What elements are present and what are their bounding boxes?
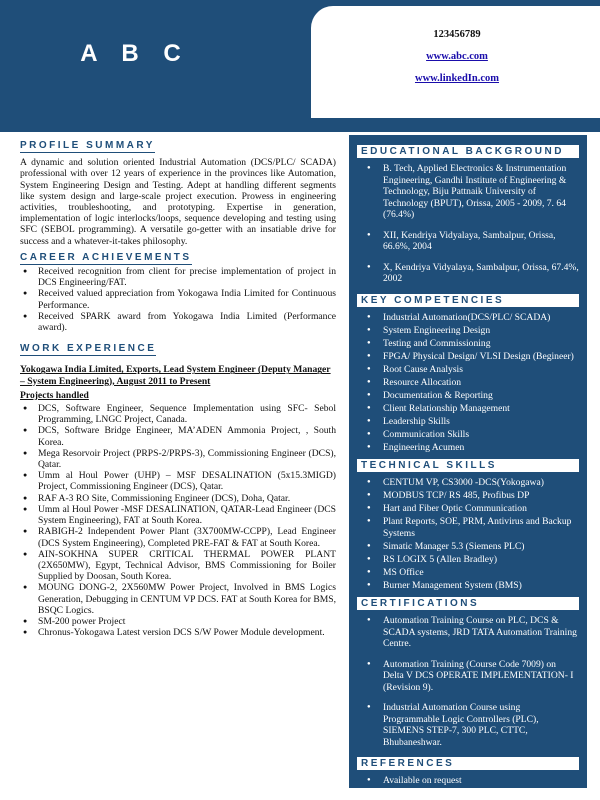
work-experience-heading: WORK EXPERIENCE [20, 343, 157, 355]
list-item: ● AIN-SOKHNA SUPER CRITICAL THERMAL POWER PLANT (2X650MW), Egypt, Technical Advisor, BMS Commissioning for Boiler Supplied by Doosan, South Korea. [20, 549, 336, 583]
certifications-heading: CERTIFICATIONS [357, 597, 579, 610]
career-achievements-heading: CAREER ACHIEVEMENTS [20, 251, 192, 263]
list-item: ● Plant Reports, SOE, PRM, Antivirus and Backup Systems [357, 516, 579, 539]
job-title: Yokogawa India Limited, Exports, Lead System Engineer (Deputy Manager – System Engineering), August 2011 to Present [20, 364, 331, 387]
list-item: ● Automation Training (Course Code 7009) on Delta V DCS OPERATE IMPLEMENTATION- I (Revision 9). [357, 659, 579, 694]
list-item: ● RABIGH-2 Independent Power Plant (3X700MW-CCPP), Lead Engineer (DCS System Engineering), Completed PRE-FAT & FAT at South Korea. [20, 526, 336, 548]
list-item: ● Communication Skills [357, 429, 579, 441]
list-item: ● DCS, Software Engineer, Sequence Implementation using SFC- Sebol Programming, LNGC Project, Canada. [20, 403, 336, 425]
technical-skills-list [357, 477, 579, 591]
references-list [357, 775, 579, 787]
website-link[interactable]: www.abc.com [426, 51, 488, 62]
list-item: ● X, Kendriya Vidyalaya, Sambalpur, Orissa, 67.4%, 2002 [357, 262, 579, 285]
list-item: ● SM-200 power Project [20, 616, 336, 627]
projects-label: Projects handled [20, 389, 89, 401]
list-item: ● RS LOGIX 5 (Allen Bradley) [357, 554, 579, 566]
right-sidebar [349, 135, 587, 788]
list-item: ● Umm al Houl Power (UHP) – MSF DESALINATION (5x15.3MIGD) Project, Commissioning Engineer (DCS), Qatar. [20, 470, 336, 492]
references-heading: REFERENCES [357, 757, 579, 770]
list-item: ● Received valued appreciation from Yokogawa India Limited for Continuous Performance. [20, 288, 336, 310]
list-item: ● Industrial Automation Course using Programmable Logic Controllers (PLC), SIEMENS STEP-7, 300 PLC, CTTC, Bhubaneshwar. [357, 702, 579, 748]
list-item: ● MS Office [357, 567, 579, 579]
list-item: ● Engineering Acumen [357, 442, 579, 454]
projects-list [20, 403, 336, 638]
list-item: ● Umm al Houl Power -MSF DESALINATION, QATAR-Lead Engineer (DCS System Engineering), FAT at South Korea. [20, 504, 336, 526]
technical-skills-heading: TECHNICAL SKILLS [357, 459, 579, 472]
list-item: ● Hart and Fiber Optic Communication [357, 503, 579, 515]
list-item: ● System Engineering Design [357, 325, 579, 337]
key-competencies-heading: KEY COMPETENCIES [357, 294, 579, 307]
list-item: ● Documentation & Reporting [357, 390, 579, 402]
list-item: ● Mega Resorvoir Project (PRPS-2/PRPS-3), Commissioning Engineer (DCS), Qatar. [20, 448, 336, 470]
list-item: ● Simatic Manager 5.3 (Siemens PLC) [357, 541, 579, 553]
candidate-name: A B C [80, 40, 190, 67]
competencies-list [357, 312, 579, 454]
list-item: ● Leadership Skills [357, 416, 579, 428]
phone-number: 123456789 [433, 29, 481, 40]
list-item: ● B. Tech, Applied Electronics & Instrumentation Engineering, Gandhi Institute of Engineering & Technology, Biju Pattnaik University of Technology (BPUT), Orissa, 2005 - 2009, 7. 64 (76.4%) [357, 163, 579, 221]
list-item: ● DCS, Software Bridge Engineer, MA’ADEN Ammonia Project, , South Korea. [20, 425, 336, 447]
list-item: ● XII, Kendriya Vidyalaya, Sambalpur, Orissa, 66.6%, 2004 [357, 230, 579, 253]
profile-summary-heading: PROFILE SUMMARY [20, 140, 155, 151]
education-list [357, 163, 579, 285]
contact-card [311, 6, 600, 118]
career-achievements-list [20, 266, 336, 333]
profile-summary-text: A dynamic and solution oriented Industrial Automation (DCS/PLC/ SCADA) professional with over 12 years of experience in the provinces like Automation, System Engineering Design and Testing. Adept at handling different segments like system design and large-scale project execution. Prowess in engineering activities, troubleshooting, and prototyping. Expertise in generation, implementation of logic interlocks/loops, sequence developing and testing using SFC (SEBOL programming). A versatile go-getter with an insatiable drive for success and a whatever-it-takes philosophy. [20, 157, 336, 247]
list-item: ● Received SPARK award from Yokogawa India Limited (Performance award). [20, 311, 336, 333]
list-item: ● Available on request [357, 775, 579, 787]
list-item: ● Received recognition from client for precise implementation of project in DCS Engineering/FAT. [20, 266, 336, 288]
list-item: ● Root Cause Analysis [357, 364, 579, 376]
list-item: ● MOUNG DONG-2, 2X560MW Power Project, Involved in BMS Logics Generation, Debugging in CENTUM VP DCS. FAT at South Korea for BMS, BSQC Logics. [20, 582, 336, 616]
list-item: ● Client Relationship Management [357, 403, 579, 415]
list-item: ● Industrial Automation(DCS/PLC/ SCADA) [357, 312, 579, 324]
educational-background-heading: EDUCATIONAL BACKGROUND [357, 145, 579, 158]
list-item: ● Automation Training Course on PLC, DCS & SCADA systems, JRD TATA Automation Training Centre. [357, 615, 579, 650]
list-item: ● MODBUS TCP/ RS 485, Profibus DP [357, 490, 579, 502]
list-item: ● Testing and Commissioning [357, 338, 579, 350]
certifications-list [357, 615, 579, 748]
list-item: ● Resource Allocation [357, 377, 579, 389]
list-item: ● FPGA/ Physical Design/ VLSI Design (Begineer) [357, 351, 579, 363]
list-item: ● RAF A-3 RO Site, Commissioning Engineer (DCS), Doha, Qatar. [20, 493, 336, 504]
list-item: ● CENTUM VP, CS3000 -DCS(Yokogawa) [357, 477, 579, 489]
list-item: ● Burner Management System (BMS) [357, 580, 579, 592]
linkedin-link[interactable]: www.linkedIn.com [414, 73, 499, 84]
list-item: ● Chronus-Yokogawa Latest version DCS S/W Power Module development. [20, 627, 336, 638]
left-column [20, 138, 336, 638]
